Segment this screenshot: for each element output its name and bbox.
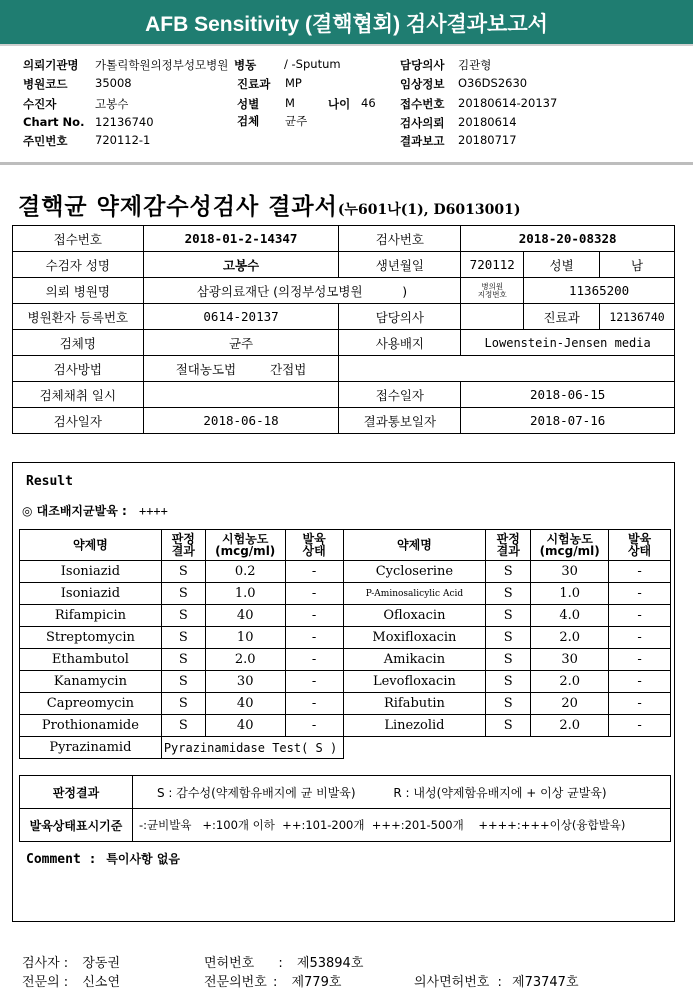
footer-tester xyxy=(22,952,120,971)
drug-concentration: 2.0 xyxy=(205,649,285,671)
header-value: 20180614-20137 xyxy=(458,96,558,110)
info-label: 검사일자 xyxy=(13,408,144,434)
patient-info-table xyxy=(12,225,675,434)
drug-name: Kanamycin xyxy=(20,671,162,693)
column-header-line: 발육 xyxy=(627,532,652,546)
drug-concentration: 4.0 xyxy=(531,605,609,627)
document-title-main: 결핵균 약제감수성검사 결과서 xyxy=(18,193,338,220)
drug-result: S xyxy=(486,561,531,583)
column-header-line: 상태 xyxy=(627,544,652,558)
drug-result: S xyxy=(486,671,531,693)
drug-concentration: 1.0 xyxy=(205,583,285,605)
drug-concentration: 2.0 xyxy=(531,671,609,693)
info-label: 사용배지 xyxy=(339,330,461,356)
header-value: 720112-1 xyxy=(95,133,151,147)
section-divider xyxy=(0,162,693,165)
drug-growth: - xyxy=(285,671,343,693)
header-label: 진료과 xyxy=(237,77,271,91)
header-label: 임상정보 xyxy=(400,77,445,91)
drug-table-header xyxy=(20,530,671,561)
drug-name: Moxifloxacin xyxy=(343,627,486,649)
report-date-value: 2018-07-16 xyxy=(461,408,675,434)
drug-name: Ofloxacin xyxy=(343,605,486,627)
drug-name: Cycloserine xyxy=(343,561,486,583)
drug-name: Ethambutol xyxy=(20,649,162,671)
drug-row xyxy=(20,649,671,671)
drug-result: S xyxy=(161,649,205,671)
sex-value: 남 xyxy=(600,252,675,278)
received-value: 2018-06-15 xyxy=(461,382,675,408)
info-label: 수검자 성명 xyxy=(13,252,144,278)
hospital-code-label xyxy=(461,278,524,304)
drug-result: S xyxy=(486,693,531,715)
control-growth-label: ◎ 대조배지균발육 : xyxy=(22,504,127,518)
drug-row xyxy=(20,627,671,649)
column-header-line: 판정 xyxy=(171,532,195,546)
footer-label: 전문의번호 xyxy=(204,975,267,990)
drug-name: Isoniazid xyxy=(20,561,162,583)
column-header xyxy=(285,530,343,561)
footer-label: 검사자 : xyxy=(22,956,69,971)
drug-concentration: 40 xyxy=(205,605,285,627)
specimen-value: 균주 xyxy=(143,330,339,356)
info-label: 병의원 xyxy=(481,281,504,291)
collect-value xyxy=(143,382,339,408)
header-value: 균주 xyxy=(285,114,308,128)
drug-name: Linezolid xyxy=(343,715,486,737)
footer-colon: : xyxy=(497,975,502,990)
column-header-line: 시험농도 xyxy=(546,532,593,546)
drug-concentration: 30 xyxy=(531,649,609,671)
header-label: 병원코드 xyxy=(23,77,68,91)
drug-result: S xyxy=(161,627,205,649)
drug-name: Rifabutin xyxy=(343,693,486,715)
header-label: 검사의뢰 xyxy=(400,116,445,130)
drug-result: S xyxy=(486,715,531,737)
column-header-line: (mcg/ml) xyxy=(215,544,276,558)
column-header xyxy=(609,530,671,561)
hospital-code-value: 11365200 xyxy=(524,278,675,304)
drug-name: Capreomycin xyxy=(20,693,162,715)
header-label: 성별 xyxy=(237,97,260,111)
drug-growth: - xyxy=(285,715,343,737)
drug-growth: - xyxy=(609,671,671,693)
header-value: 가톨릭학원의정부성모병원 xyxy=(95,58,229,72)
info-label: 접수일자 xyxy=(339,382,461,408)
column-header-line: (mcg/ml) xyxy=(539,544,600,558)
drug-growth: - xyxy=(285,583,343,605)
header-value: 12136740 xyxy=(95,115,154,129)
drug-growth: - xyxy=(285,693,343,715)
report-banner: AFB Sensitivity (결핵협회) 검사결과보고서 xyxy=(0,0,693,44)
drug-concentration: 30 xyxy=(205,671,285,693)
drug-concentration: 0.2 xyxy=(205,561,285,583)
control-growth-value: ++++ xyxy=(138,504,168,518)
drug-growth: - xyxy=(609,583,671,605)
drug-concentration: 10 xyxy=(205,627,285,649)
header-label: 수진자 xyxy=(23,97,57,111)
header-label: 의뢰기관명 xyxy=(23,58,79,72)
info-label: 병원환자 등록번호 xyxy=(13,304,144,330)
header-value: 고봉수 xyxy=(95,97,129,111)
comment-text: 특이사항 없음 xyxy=(106,852,181,866)
footer-license xyxy=(204,952,363,971)
dept-value: 12136740 xyxy=(600,304,675,330)
header-value: 35008 xyxy=(95,76,132,90)
footer-doctor-license xyxy=(414,971,579,990)
header-value: / -Sputum xyxy=(284,57,341,71)
column-header-line: 결과 xyxy=(496,544,520,558)
drug-concentration: 2.0 xyxy=(531,627,609,649)
column-header-line: 판정 xyxy=(496,532,520,546)
legend-growth-text: -:균비발육 +:100개 이하 ++:101-200개 +++:201-500개 ++++:+++이상(융합발육) xyxy=(133,809,671,842)
drug-concentration: 30 xyxy=(531,561,609,583)
drug-growth: - xyxy=(285,605,343,627)
info-label: 검체채취 일시 xyxy=(13,382,144,408)
empty-cell xyxy=(339,356,675,382)
drug-result: S xyxy=(161,693,205,715)
column-header xyxy=(486,530,531,561)
drug-concentration: 40 xyxy=(205,693,285,715)
info-label: 지정번호 xyxy=(477,289,507,299)
legend-resistant: R : 내성(약제함유배지에 + 이상 균발육) xyxy=(393,785,607,800)
drug-name: Amikacin xyxy=(343,649,486,671)
column-header-line: 발육 xyxy=(302,532,326,546)
reg-no-value: 0614-20137 xyxy=(143,304,339,330)
patient-name-value: 고봉수 xyxy=(143,252,339,278)
hospital-value: 삼광의료재단 (의정부성모병원 ) xyxy=(143,278,461,304)
footer-specialist xyxy=(22,971,120,990)
drug-growth: - xyxy=(609,649,671,671)
info-label: 성별 xyxy=(524,252,600,278)
drug-result: S xyxy=(161,583,205,605)
drug-name: Levofloxacin xyxy=(343,671,486,693)
drug-name: Streptomycin xyxy=(20,627,162,649)
header-value: 46 xyxy=(361,96,376,110)
method-indirect: 간접법 xyxy=(270,361,307,377)
footer-label: 면허번호 xyxy=(204,956,255,971)
column-header-line: 상태 xyxy=(302,544,326,558)
footer-colon: : xyxy=(272,975,278,990)
comment-label: Comment : xyxy=(26,852,97,867)
footer-value: 제779호 xyxy=(291,975,342,990)
dob-value: 720112 xyxy=(461,252,524,278)
drug-name: Isoniazid xyxy=(20,583,162,605)
footer-value: 장동권 xyxy=(82,956,121,971)
drug-result: S xyxy=(161,605,205,627)
footer-label: 전문의 : xyxy=(22,975,69,990)
footer-colon: : xyxy=(278,956,283,971)
drug-growth: - xyxy=(609,627,671,649)
drug-table xyxy=(19,529,671,759)
drug-row xyxy=(20,693,671,715)
header-value: MP xyxy=(285,76,302,90)
drug-growth: - xyxy=(285,627,343,649)
info-label: 생년월일 xyxy=(339,252,461,278)
footer-value: 신소연 xyxy=(82,975,121,990)
drug-growth: - xyxy=(609,561,671,583)
legend-judge-text xyxy=(133,776,671,809)
legend-table xyxy=(19,775,671,842)
pza-drug-name: Pyrazinamid xyxy=(20,737,162,759)
header-label: 나이 xyxy=(328,97,351,111)
drug-row xyxy=(20,605,671,627)
drug-growth: - xyxy=(285,561,343,583)
drug-row xyxy=(20,583,671,605)
column-header xyxy=(205,530,285,561)
drug-row xyxy=(20,671,671,693)
header-label: 주민번호 xyxy=(23,134,68,148)
column-header-line: 시험농도 xyxy=(222,532,269,546)
column-header: 약제명 xyxy=(343,530,486,561)
column-header-line: 결과 xyxy=(171,544,195,558)
drug-result: S xyxy=(486,627,531,649)
header-value: O36DS2630 xyxy=(458,76,528,90)
legend-label: 판정결과 xyxy=(20,776,133,809)
header-label: 병동 xyxy=(234,58,257,72)
header-value: 20180614 xyxy=(458,115,517,129)
info-label: 검체명 xyxy=(13,330,144,356)
drug-name: P-Aminosalicylic Acid xyxy=(343,583,486,605)
info-label: 검사방법 xyxy=(13,356,144,382)
test-no-value: 2018-20-08328 xyxy=(461,226,675,252)
empty-cell xyxy=(343,737,670,759)
drug-row xyxy=(20,561,671,583)
column-header xyxy=(161,530,205,561)
drug-concentration: 20 xyxy=(531,693,609,715)
header-value: M xyxy=(285,96,295,110)
control-growth xyxy=(22,502,168,519)
legend-label: 발육상태표시기준 xyxy=(20,809,133,842)
drug-name: Rifampicin xyxy=(20,605,162,627)
medium-value: Lowenstein-Jensen media xyxy=(461,330,675,356)
header-label: Chart No. xyxy=(23,115,85,129)
document-title xyxy=(18,188,520,221)
footer-specialist-no xyxy=(204,971,341,990)
drug-result: S xyxy=(161,561,205,583)
legend-susceptible: S : 감수성(약제함유배지에 균 비발육) xyxy=(157,785,356,800)
pza-row xyxy=(20,737,671,759)
info-label: 검사번호 xyxy=(339,226,461,252)
header-label: 접수번호 xyxy=(400,97,445,111)
drug-growth: - xyxy=(609,605,671,627)
info-label: 접수번호 xyxy=(13,226,144,252)
drug-concentration: 2.0 xyxy=(531,715,609,737)
receipt-no-value: 2018-01-2-14347 xyxy=(143,226,339,252)
info-label: 담당의사 xyxy=(339,304,461,330)
info-label: 의뢰 병원명 xyxy=(13,278,144,304)
drug-growth: - xyxy=(285,649,343,671)
drug-result: S xyxy=(161,715,205,737)
drug-concentration: 1.0 xyxy=(531,583,609,605)
footer-label: 의사면허번호 xyxy=(414,975,490,990)
info-label: 결과통보일자 xyxy=(339,408,461,434)
comment xyxy=(26,850,180,867)
info-label: 진료과 xyxy=(524,304,600,330)
header-label: 검체 xyxy=(237,114,260,128)
drug-growth: - xyxy=(609,693,671,715)
drug-concentration: 40 xyxy=(205,715,285,737)
method-value xyxy=(143,356,339,382)
banner-divider xyxy=(0,44,693,46)
drug-name: Prothionamide xyxy=(20,715,162,737)
footer-value: 제53894호 xyxy=(296,956,364,971)
test-date-value: 2018-06-18 xyxy=(143,408,339,434)
drug-row xyxy=(20,715,671,737)
header-value: 20180717 xyxy=(458,133,517,147)
drug-result: S xyxy=(486,649,531,671)
document-title-code: (누601나(1), D6013001) xyxy=(337,202,521,218)
pza-result: Pyrazinamidase Test( S ) xyxy=(161,737,343,759)
doctor-value xyxy=(461,304,524,330)
column-header: 약제명 xyxy=(20,530,162,561)
drug-result: S xyxy=(161,671,205,693)
column-header xyxy=(531,530,609,561)
drug-result: S xyxy=(486,605,531,627)
footer-value: 제73747호 xyxy=(512,975,579,990)
header-label: 결과보고 xyxy=(400,134,445,148)
drug-growth: - xyxy=(609,715,671,737)
drug-result: S xyxy=(486,583,531,605)
header-value: 김관형 xyxy=(458,58,492,72)
result-heading: Result xyxy=(26,474,73,489)
method-absolute: 절대농도법 xyxy=(175,361,237,377)
header-label: 담당의사 xyxy=(400,58,445,72)
